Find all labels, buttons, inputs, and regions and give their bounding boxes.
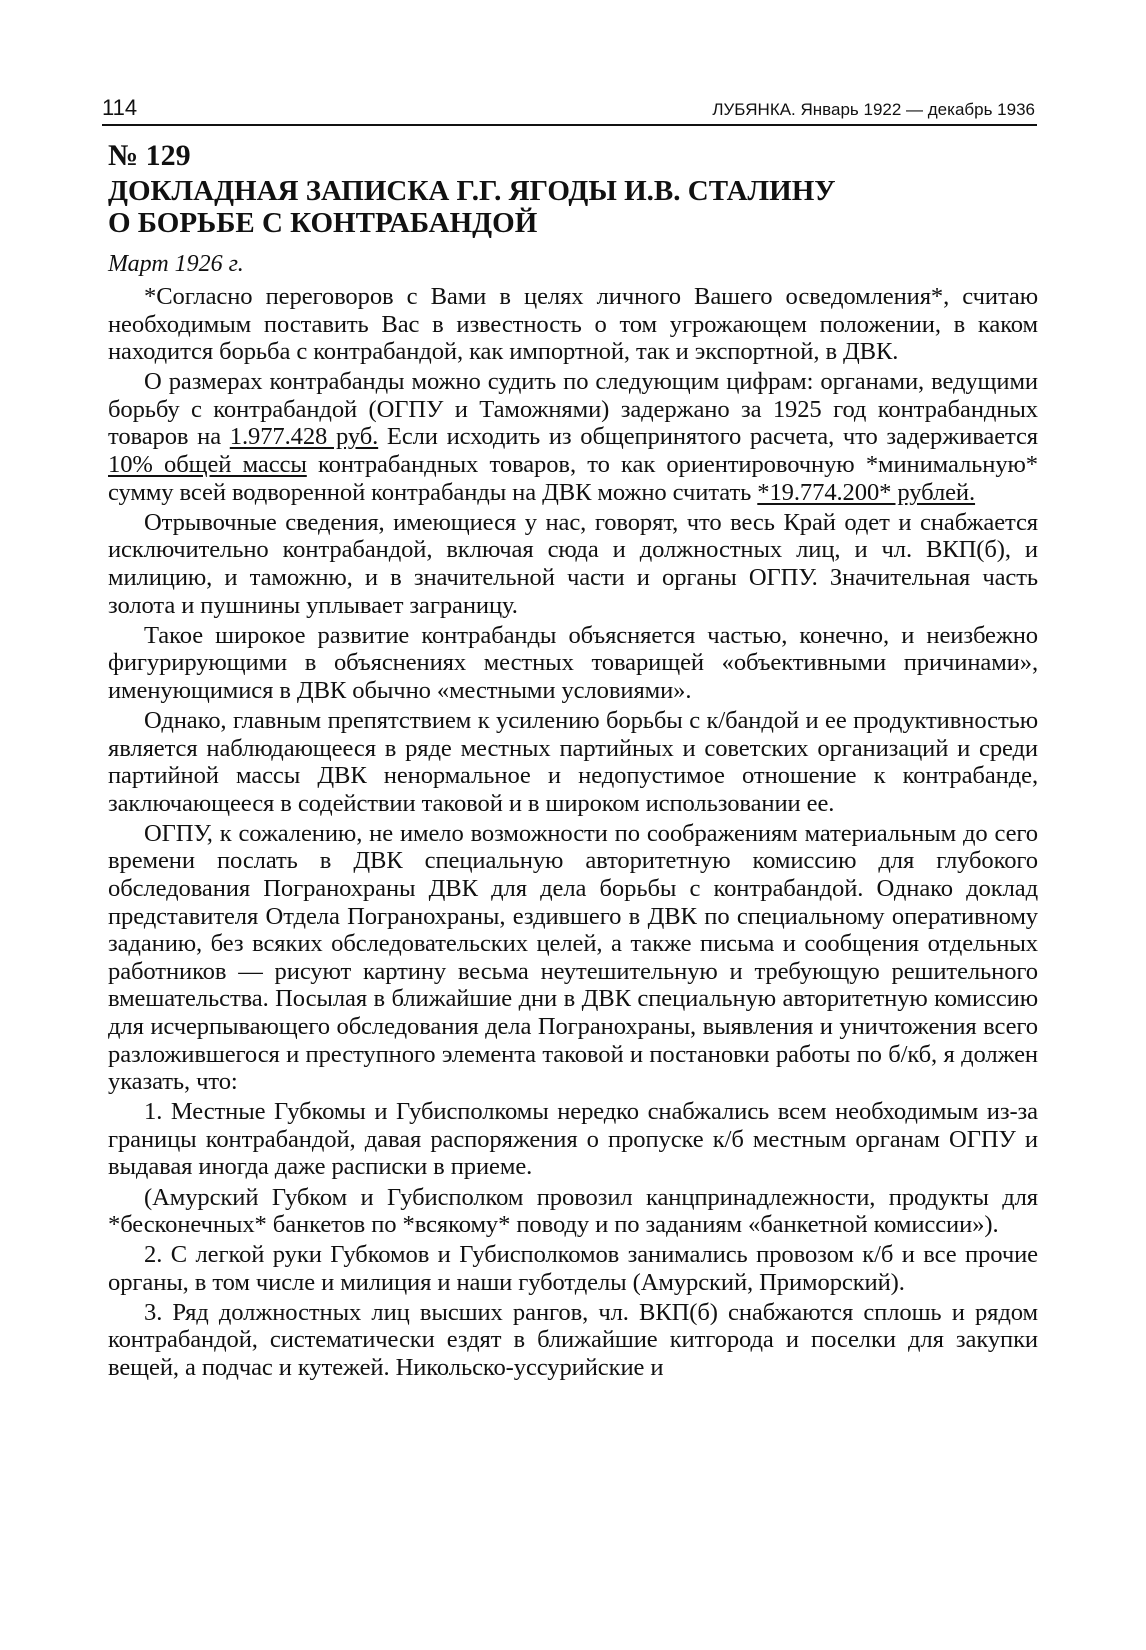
underlined-amount-total: 1.977.428 руб.: [229, 423, 379, 451]
underlined-percent: 10% общей массы: [108, 451, 307, 479]
paragraph-5: Однако, главным препятствием к усилению борьбы с к/бандой и ее продуктивностью является наблюдающееся в ряде местных партийных и советских организаций и среди партийной массы ДВК ненормальное и недопустимое отношение к контрабанде, заключающееся в содействии таковой и в широком использовании ее.: [108, 706, 1038, 817]
paragraph-2-middle: Если исходить из общепринятого расчета, что задерживается: [378, 423, 1039, 451]
document-number: № 129: [108, 139, 191, 172]
document-title-line-1: ДОКЛАДНАЯ ЗАПИСКА Г.Г. ЯГОДЫ И.В. СТАЛИНУ: [108, 175, 836, 207]
paragraph-2-intro: О размерах контрабанды можно судить по следующим цифрам: органами, ведущими борьбу с контрабандой (ОГПУ и Таможнями) задержано за 1925 год контрабандных товаров на: [108, 368, 1038, 451]
paragraph-8: (Амурский Губком и Губисполком провозил канцпринадлежности, продукты для *бесконечных* банкетов по *всякому* поводу и по заданиям «банкетной комиссии»).: [108, 1183, 1038, 1239]
paragraph-1: *Согласно переговоров с Вами в целях личного Вашего осведомления*, считаю необходимым поставить Вас в известность о том угрожающем положении, в каком находится борьба с контрабандой, как импортной, так и экспортной, в ДВК.: [108, 283, 1038, 366]
paragraph-6: ОГПУ, к сожалению, не имело возможности по соображениям материальным до сего времени послать в ДВК специальную авторитетную комиссию для глубокого обследования Погранохраны ДВК для дела борьбы с контрабандой. Однако доклад представителя Отдела Погранохраны, ездившего в ДВК по специальному оперативному заданию, без всяких обследовательских целей, а также письма и сообщения отдельных работников — рисуют картину весьма неутешительную и требующую решительного вмешательства. Посылая в ближайшие дни в ДВК специальную авторитетную комиссию для исчерпывающего обследования дела Погранохраны, выявления и уничтожения всего разложившегося и преступного элемента таковой и постановки работы по б/кб, я должен указать, что:: [108, 819, 1038, 1096]
paragraph-4: Такое широкое развитие контрабанды объясняется частью, конечно, и неизбежно фигурирующими в объяснениях местных товарищей «объективными причинами», именующимися в ДВК обычно «местными условиями».: [108, 621, 1038, 704]
document-title-line-2: О БОРЬБЕ С КОНТРАБАНДОЙ: [108, 207, 538, 239]
document-title: [108, 175, 1038, 239]
page-number: 114: [102, 95, 138, 120]
running-header: [102, 92, 1037, 126]
book-title: ЛУБЯНКА. Январь 1922 — декабрь 1936: [712, 100, 1035, 119]
paragraph-3: Отрывочные сведения, имеющиеся у нас, говорят, что весь Край одет и снабжается исключительно контрабандой, включая сюда и должностных лиц, и чл. ВКП(б), и милицию, и таможню, и в значительной части и органы ОГПУ. Значительная часть золота и пушнины уплывает заграницу.: [108, 508, 1038, 619]
paragraph-2: [108, 368, 1038, 506]
underlined-amount-estimate: *19.774.200* рублей.: [757, 478, 976, 506]
body-text: [108, 283, 1038, 1384]
paragraph-7: 1. Местные Губкомы и Губисполкомы нередко снабжались всем необходимым из-за границы контрабандой, давая распоряжения о пропуске к/б местным органам ОГПУ и выдавая иногда даже расписки в приеме.: [108, 1098, 1038, 1181]
paragraph-10: 3. Ряд должностных лиц высших рангов, чл. ВКП(б) снабжаются сплошь и рядом контрабандой, систематически ездят в ближайшие китгорода и поселки для закупки вещей, а подчас и кутежей. Никольско-уссурийские и: [108, 1298, 1038, 1382]
paragraph-2-after-percent: контрабандных товаров, то как ориентировочную *минимальную* сумму всей водворенной контрабанды на ДВК можно считать: [108, 451, 1039, 506]
document-date: Март 1926 г.: [108, 251, 244, 277]
paragraph-9: 2. С легкой руки Губкомов и Губисполкомов занимались провозом к/б и все прочие органы, в том числе и милиция и наши губотделы (Амурский, Приморский).: [108, 1241, 1038, 1296]
